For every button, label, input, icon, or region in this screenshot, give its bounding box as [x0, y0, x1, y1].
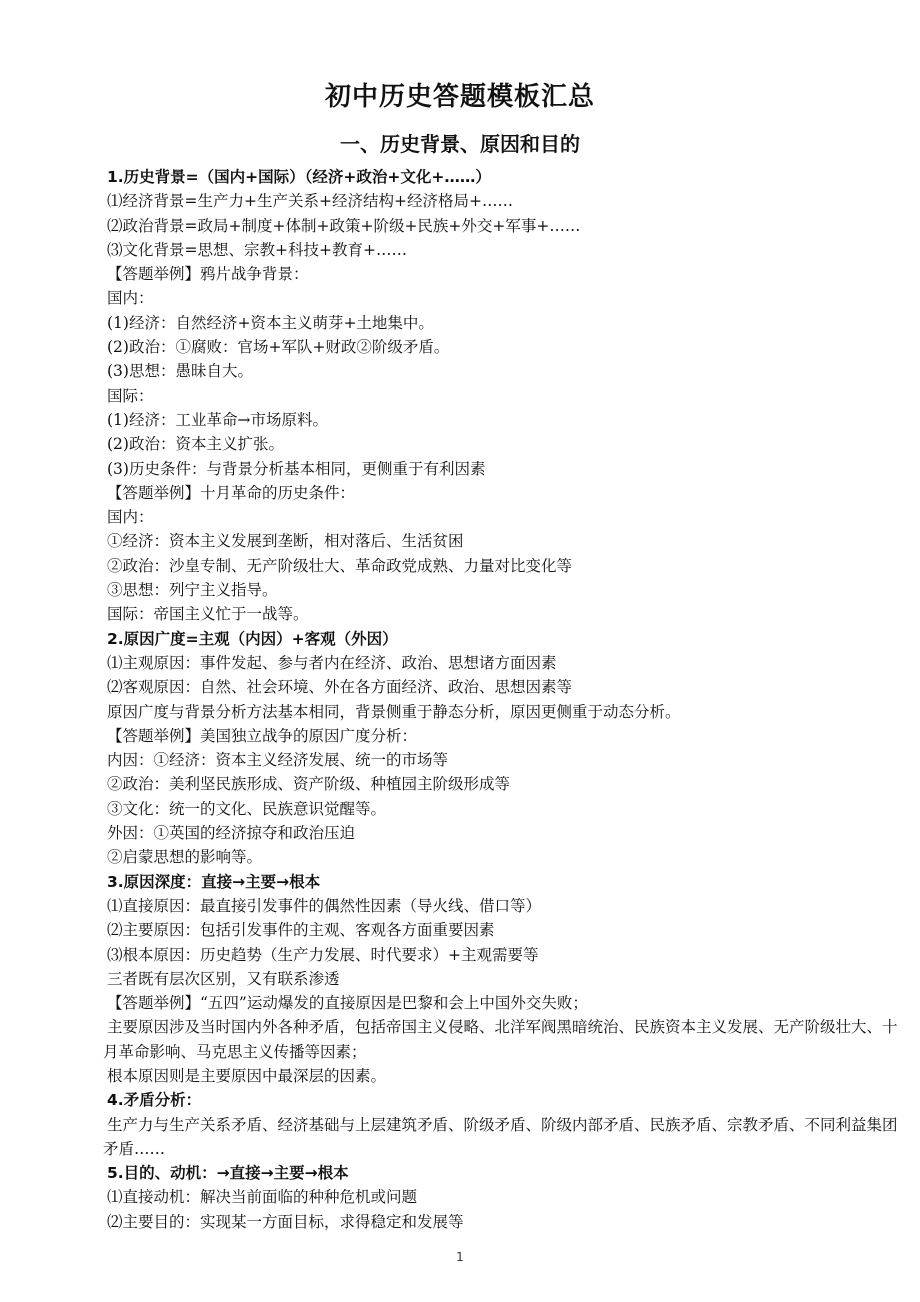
text-line: ①经济：资本主义发展到垄断，相对落后、生活贫困 — [107, 532, 464, 551]
text-line: ⑴主观原因：事件发起、参与者内在经济、政治、思想诸方面因素 — [107, 653, 557, 672]
heading-4: 4.矛盾分析： — [107, 1091, 202, 1110]
text-line: ⑴直接原因：最直接引发事件的偶然性因素（导火线、借口等） — [107, 896, 542, 915]
text-line: ⑵主要原因：包括引发事件的主观、客观各方面重要因素 — [107, 921, 495, 940]
heading-1: 1.历史背景=（国内+国际）（经济+政治+文化+……） — [107, 168, 491, 186]
text-line: (1)经济：工业革命→市场原料。 — [107, 410, 328, 429]
text-line: ⑵客观原因：自然、社会环境、外在各方面经济、政治、思想因素等 — [107, 678, 573, 697]
text-line: 国内： — [107, 508, 154, 527]
heading-2: 2.原因广度=主观（内因）+客观（外因） — [107, 629, 398, 648]
text-line: ⑴经济背景=生产力+生产关系+经济结构+经济格局+…… — [107, 192, 513, 211]
text-line: 内因：①经济：资本主义经济发展、统一的市场等 — [107, 751, 449, 770]
heading-3: 3.原因深度：直接→主要→根本 — [107, 872, 321, 891]
document-title: 初中历史答题模板汇总 — [324, 82, 595, 112]
text-line: (3)历史条件：与背景分析基本相同，更侧重于有利因素 — [107, 459, 486, 478]
text-line: 根本原因则是主要原因中最深层的因素。 — [107, 1066, 387, 1085]
text-line: ⑴直接动机：解决当前面临的种种危机或问题 — [107, 1188, 418, 1207]
text-line: 国际：帝国主义忙于一战等。 — [107, 605, 309, 624]
text-line: (3)思想：愚昧自大。 — [107, 362, 253, 381]
text-line: ②政治：美利坚民族形成、资产阶级、种植园主阶级形成等 — [107, 775, 511, 794]
heading-5: 5.目的、动机：→直接→主要→根本 — [107, 1164, 349, 1183]
page-number: 1 — [456, 1250, 464, 1264]
text-line: 三者既有层次区别，又有联系渗透 — [107, 969, 340, 988]
example-label: 【答题举例】鸦片战争背景： — [107, 265, 309, 284]
text-line: 外因：①英国的经济掠夺和政治压迫 — [107, 824, 356, 843]
text-line: ⑵主要目的：实现某一方面目标，求得稳定和发展等 — [107, 1212, 464, 1231]
text-line: ⑶根本原因：历史趋势（生产力发展、时代要求）+主观需要等 — [107, 945, 539, 964]
example-label: 【答题举例】十月革命的历史条件： — [107, 483, 356, 502]
text-line: 国际： — [107, 386, 154, 405]
text-line: 国内： — [107, 289, 154, 308]
document-body — [103, 165, 898, 1234]
text-line: (2)政治：资本主义扩张。 — [107, 435, 284, 454]
text-line: ②启蒙思想的影响等。 — [107, 848, 263, 867]
text-line: 原因广度与背景分析方法基本相同，背景侧重于静态分析，原因更侧重于动态分析。 — [107, 702, 681, 721]
paragraph: 主要原因涉及当时国内外各种矛盾，包括帝国主义侵略、北洋军阀黑暗统治、民族资本主义发展、无产阶级壮大、十月革命影响、马克思主义传播等因素； — [103, 1018, 898, 1061]
text-line: ⑵政治背景=政局+制度+体制+政策+阶级+民族+外交+军事+…… — [107, 216, 581, 235]
text-line: ③思想：列宁主义指导。 — [107, 581, 278, 600]
text-line: (1)经济：自然经济+资本主义萌芽+土地集中。 — [107, 313, 434, 332]
example-label: 【答题举例】“五四”运动爆发的直接原因是巴黎和会上中国外交失败； — [107, 994, 588, 1013]
section-heading: 一、历史背景、原因和目的 — [340, 132, 580, 156]
text-line: ⑶文化背景=思想、宗教+科技+教育+…… — [107, 240, 407, 259]
text-line: (2)政治：①腐败：官场+军队+财政②阶级矛盾。 — [107, 338, 450, 357]
text-line: ②政治：沙皇专制、无产阶级壮大、革命政党成熟、力量对比变化等 — [107, 556, 573, 575]
example-label: 【答题举例】美国独立战争的原因广度分析： — [107, 726, 418, 745]
paragraph: 生产力与生产关系矛盾、经济基础与上层建筑矛盾、阶级矛盾、阶级内部矛盾、民族矛盾、宗教矛盾、不同利益集团矛盾…… — [103, 1115, 898, 1158]
text-line: ③文化：统一的文化、民族意识觉醒等。 — [107, 799, 387, 818]
